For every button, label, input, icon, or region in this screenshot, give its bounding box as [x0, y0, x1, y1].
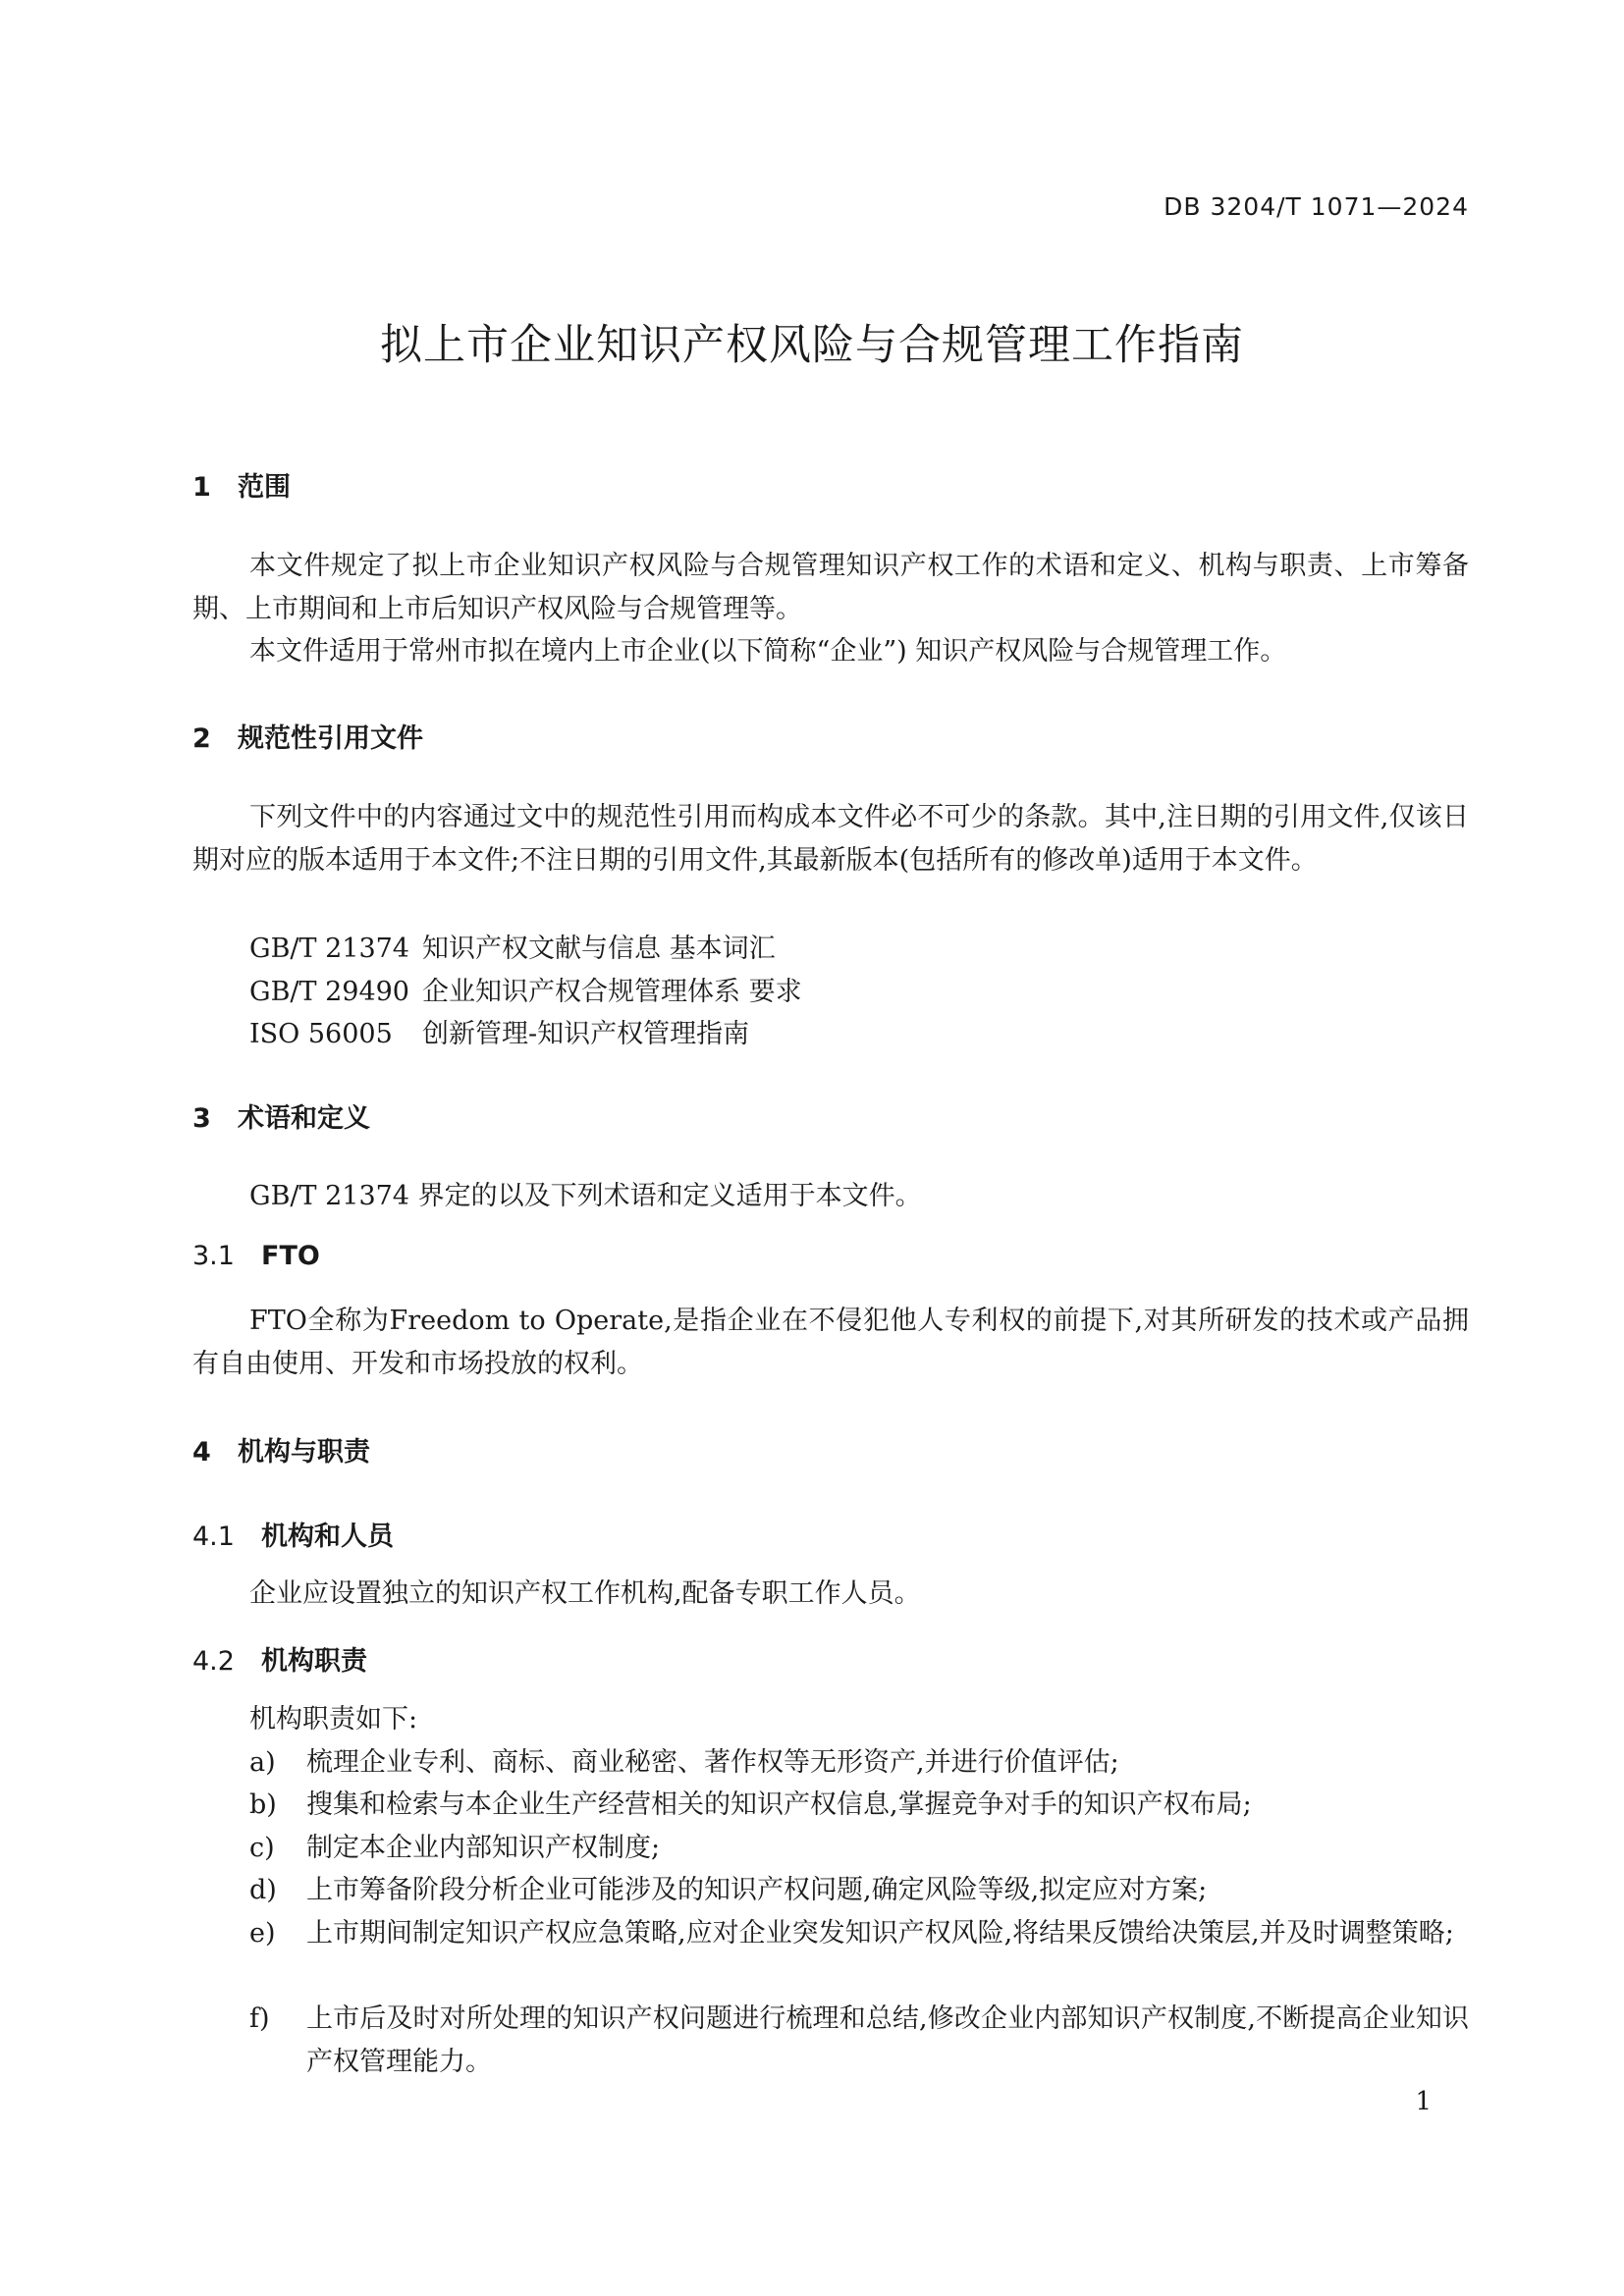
- reference-name: 企业知识产权合规管理体系 要求: [422, 977, 802, 1007]
- subsection-4-1-paragraph: 企业应设置独立的知识产权工作机构,配备专职工作人员。: [249, 1578, 921, 1609]
- subsection-number: 4.2: [192, 1646, 235, 1677]
- list-text: 上市后及时对所处理的知识产权问题进行梳理和总结,修改企业内部知识产权制度,不断提高企业知识产权管理能力。: [306, 2003, 1469, 2077]
- section-3-paragraph-1: GB/T 21374 界定的以及下列术语和定义适用于本文件。: [249, 1181, 922, 1211]
- list-marker: d): [249, 1875, 277, 1905]
- section-title: 术语和定义: [238, 1103, 370, 1134]
- document-title: 拟上市企业知识产权风险与合规管理工作指南: [380, 321, 1244, 370]
- list-text: 上市期间制定知识产权应急策略,应对企业突发知识产权风险,将结果反馈给决策层,并及时调整策略;: [306, 1918, 1454, 1949]
- normative-reference: [249, 927, 776, 965]
- list-text: 梳理企业专利、商标、商业秘密、著作权等无形资产,并进行价值评估;: [306, 1747, 1119, 1778]
- section-title: 规范性引用文件: [238, 723, 423, 754]
- section-1-heading: [192, 465, 291, 504]
- section-title: 机构与职责: [238, 1437, 370, 1468]
- section-number: 4: [192, 1437, 211, 1468]
- section-4-heading: [192, 1430, 370, 1468]
- list-item: [249, 1741, 1469, 1785]
- subsection-title: 机构职责: [261, 1646, 367, 1677]
- section-2-paragraph-1: 下列文件中的内容通过文中的规范性引用而构成本文件必不可少的条款。其中,注日期的引用文件,仅该日期对应的版本适用于本文件;不注日期的引用文件,其最新版本(包括所有的修改单)适用于本文件。: [192, 802, 1469, 876]
- reference-code: ISO 56005: [249, 1019, 393, 1049]
- subsection-number: 4.1: [192, 1522, 235, 1552]
- list-text: 制定本企业内部知识产权制度;: [306, 1833, 661, 1863]
- list-item: [249, 1827, 1469, 1870]
- section-1-paragraph-2: 本文件适用于常州市拟在境内上市企业(以下简称“企业”) 知识产权风险与合规管理工作。: [249, 636, 1287, 667]
- subsection-number: 3.1: [192, 1241, 235, 1271]
- section-2-heading: [192, 717, 423, 755]
- subsection-4-2-intro: 机构职责如下:: [249, 1704, 418, 1735]
- subsection-4-2-heading: [192, 1639, 367, 1678]
- section-number: 1: [192, 472, 211, 503]
- list-marker: c): [249, 1833, 275, 1863]
- normative-reference: [249, 1012, 749, 1050]
- section-1-paragraph-1: 本文件规定了拟上市企业知识产权风险与合规管理知识产权工作的术语和定义、机构与职责、上市筹备期、上市期间和上市后知识产权风险与合规管理等。: [192, 551, 1469, 624]
- reference-code: GB/T 29490: [249, 977, 409, 1007]
- section-3-heading: [192, 1096, 370, 1135]
- list-marker: f): [249, 2003, 270, 2034]
- section-title: 范围: [238, 472, 291, 503]
- page-number: 1: [1415, 2087, 1432, 2116]
- section-number: 2: [192, 723, 211, 754]
- subsection-4-1-heading: [192, 1515, 394, 1553]
- list-marker: e): [249, 1918, 276, 1949]
- list-item: [249, 1869, 1469, 1912]
- reference-code: GB/T 21374: [249, 934, 409, 964]
- list-item: [249, 1784, 1469, 1827]
- list-item: [249, 1912, 1469, 1955]
- list-text: 搜集和检索与本企业生产经营相关的知识产权信息,掌握竞争对手的知识产权布局;: [306, 1789, 1252, 1820]
- subsection-title: 机构和人员: [261, 1522, 394, 1552]
- subsection-3-1-heading: [192, 1241, 320, 1271]
- subsection-title: FTO: [261, 1241, 320, 1271]
- list-marker: b): [249, 1789, 277, 1820]
- list-item: [249, 1998, 1469, 2083]
- list-text: 上市筹备阶段分析企业可能涉及的知识产权问题,确定风险等级,拟定应对方案;: [306, 1875, 1208, 1905]
- normative-reference: [249, 970, 802, 1008]
- list-marker: a): [249, 1747, 276, 1778]
- reference-name: 创新管理-知识产权管理指南: [422, 1019, 750, 1049]
- subsection-3-1-paragraph: FTO全称为Freedom to Operate,是指企业在不侵犯他人专利权的前提下,对其所研发的技术或产品拥有自由使用、开发和市场投放的权利。: [192, 1306, 1469, 1379]
- reference-name: 知识产权文献与信息 基本词汇: [422, 934, 776, 964]
- section-number: 3: [192, 1103, 211, 1134]
- standard-code: DB 3204/T 1071—2024: [1164, 192, 1469, 221]
